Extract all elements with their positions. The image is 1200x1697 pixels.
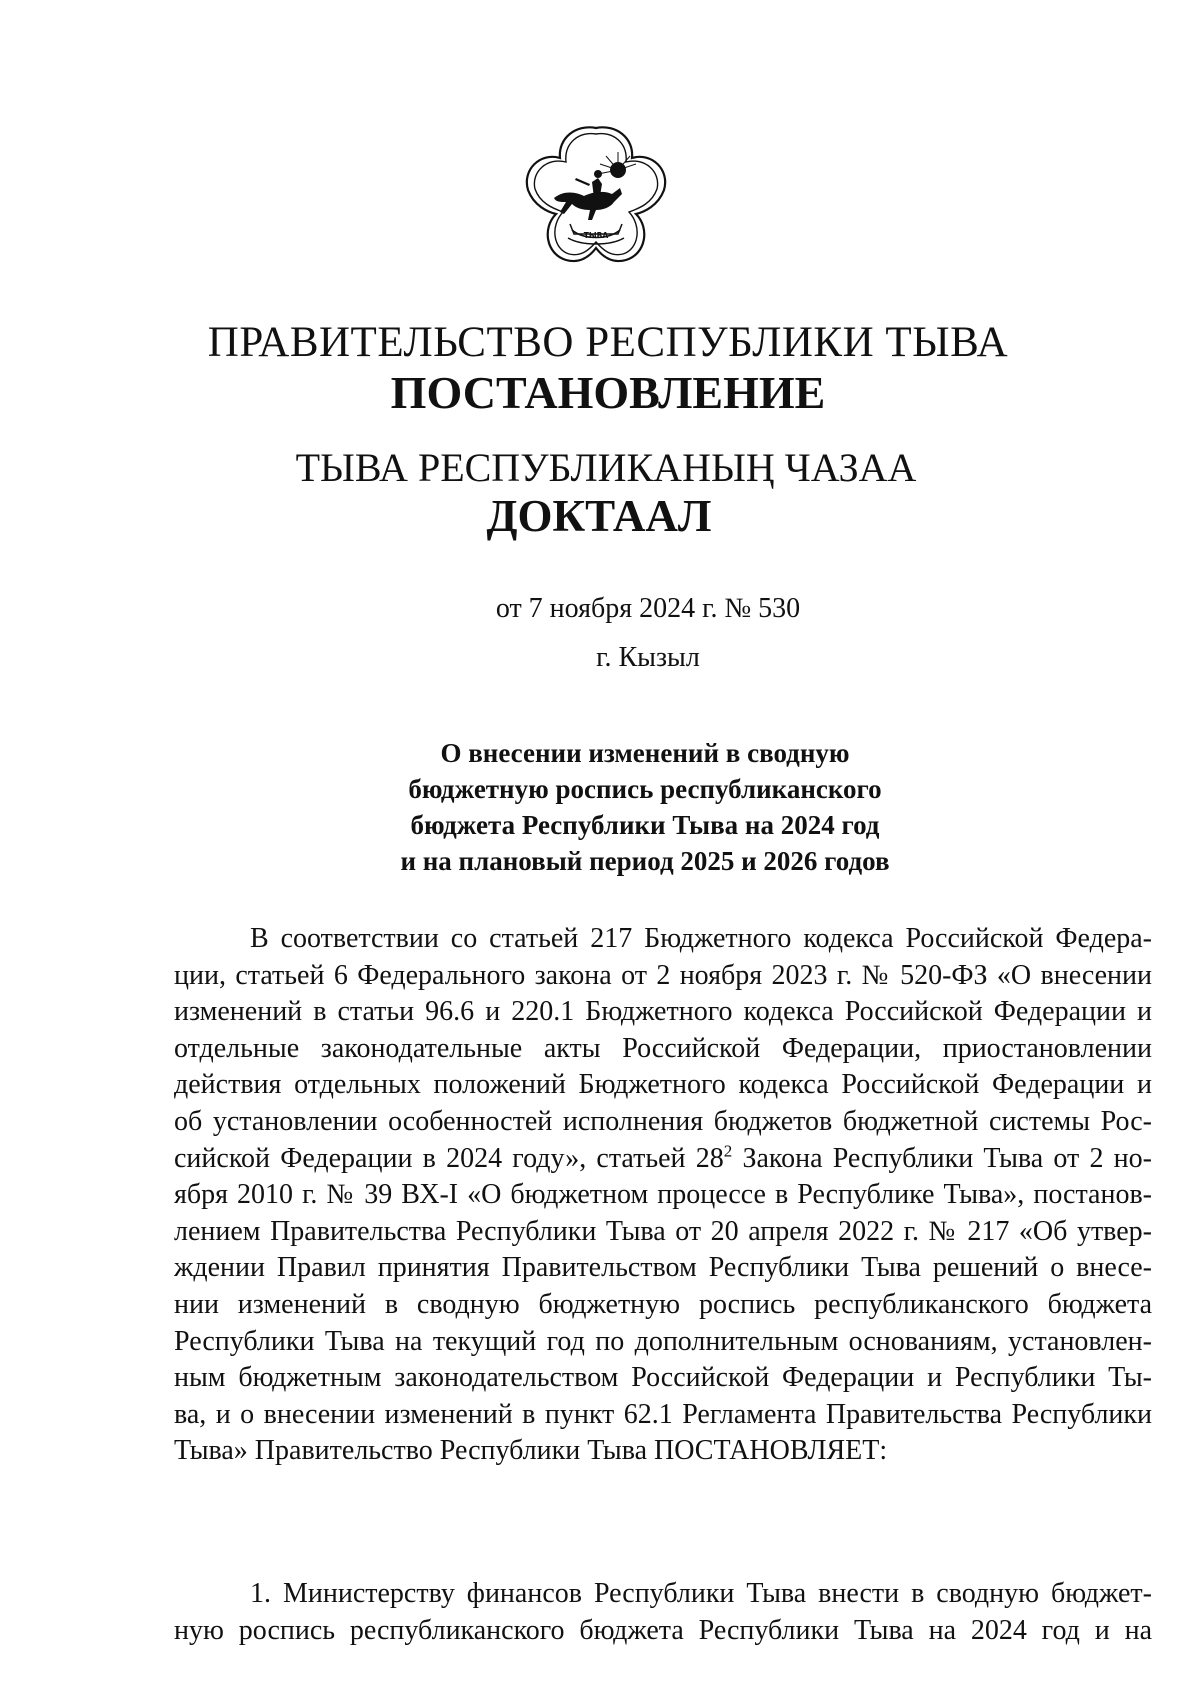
decree-date-number: от 7 ноября 2024 г. № 530 — [495, 593, 801, 624]
tyva-emblem-icon — [516, 118, 676, 278]
paragraph-line: изменений в статьи 96.6 и 220.1 Бюджетного кодекса Российской Федерации и — [174, 996, 1152, 1028]
subject-line: бюджетную роспись республиканского — [408, 774, 882, 804]
line-part: Закона Республики Тыва от 2 но- — [732, 1142, 1152, 1174]
paragraph-line: нии изменений в сводную бюджетную роспись республиканского бюджета — [174, 1288, 1152, 1320]
paragraph-line: об установлении особенностей исполнения бюджетов бюджетной системы Рос- — [174, 1105, 1152, 1137]
paragraph-line-with-superscript — [174, 1141, 1152, 1178]
decree-title: ПОСТАНОВЛЕНИЕ — [390, 367, 826, 418]
superscript: 2 — [723, 1141, 733, 1161]
paragraph-line: ждении Правил принятия Правительством Республики Тыва решений о внесе- — [174, 1252, 1152, 1284]
government-title: ПРАВИТЕЛЬСТВО РЕСПУБЛИКИ ТЫВА — [207, 319, 1009, 366]
decree-title-tyva: ДОКТААЛ — [486, 491, 712, 541]
government-title-tyva: ТЫВА РЕСПУБЛИКАНЫҢ ЧАЗАА — [295, 445, 917, 490]
paragraph-line: ную роспись республиканского бюджета Республики Тыва на 2024 год и на — [174, 1614, 1152, 1646]
subject-line: О внесении изменений в сводную — [440, 738, 850, 768]
line-part: сийской Федерации в 2024 году», статьей 28 — [174, 1142, 724, 1174]
paragraph-line: ции, статьей 6 Федерального закона от 2 ноября 2023 г. № 520-ФЗ «О внесении — [174, 959, 1152, 991]
subject-line: бюджета Республики Тыва на 2024 год — [410, 810, 880, 840]
paragraph-line: ным бюджетным законодательством Российской Федерации и Республики Ты- — [174, 1362, 1152, 1394]
paragraph-line: отдельные законодательные акты Российской Федерации, приостановлении — [174, 1032, 1152, 1064]
paragraph-line: лением Правительства Республики Тыва от 20 апреля 2022 г. № 217 «Об утвер- — [174, 1215, 1152, 1247]
preamble-paragraph — [174, 921, 1152, 1470]
paragraph-line: ября 2010 г. № 39 ВХ-I «О бюджетном процессе в Республике Тыва», постанов- — [174, 1179, 1152, 1211]
paragraph-line: Республики Тыва на текущий год по дополнительным основаниям, установлен- — [174, 1325, 1152, 1357]
paragraph-line: действия отдельных положений Бюджетного кодекса Российской Федерации и — [174, 1069, 1152, 1101]
decree-city: г. Кызыл — [596, 642, 700, 673]
clause-1-paragraph — [174, 1576, 1152, 1649]
decree-subject — [360, 735, 930, 879]
paragraph-line: 1. Министерству финансов Республики Тыва внести в сводную бюджет- — [250, 1578, 1152, 1609]
paragraph-line: Тыва» Правительство Республики Тыва ПОСТАНОВЛЯЕТ: — [174, 1435, 888, 1467]
paragraph-line: ва, и о внесении изменений в пункт 62.1 Регламента Правительства Республики — [174, 1398, 1152, 1430]
emblem-inscription: ТЫВА — [583, 231, 609, 240]
subject-line: и на плановый период 2025 и 2026 годов — [400, 846, 890, 876]
paragraph-line: В соответствии со статьей 217 Бюджетного кодекса Российской Федера- — [250, 923, 1152, 954]
